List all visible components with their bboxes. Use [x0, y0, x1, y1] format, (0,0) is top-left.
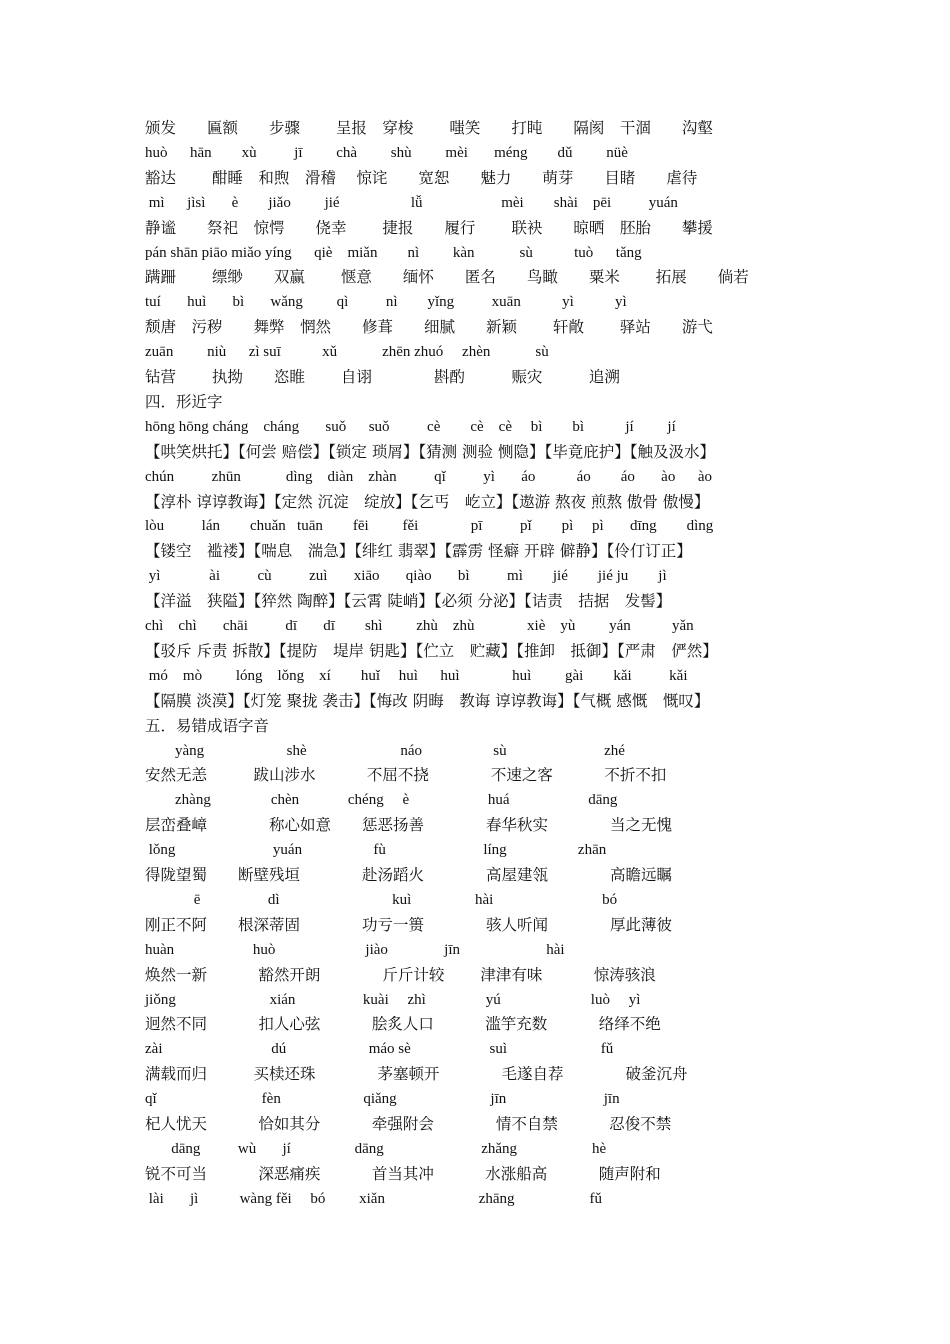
hanzi-line: 【洋溢 狭隘】【猝然 陶醉】【云霄 陡峭】【必须 分泌】【诘责 拮据 发髻】 — [145, 592, 672, 611]
pinyin-line: hōng hōng cháng cháng suǒ suǒ cè cè cè bì bì jí jí — [145, 418, 676, 435]
pinyin-line: zuān niù zì suī xǔ zhēn zhuó zhèn sù — [145, 344, 549, 361]
pinyin-line: qǐ fèn qiǎng jīn jīn — [145, 1091, 620, 1108]
pinyin-line: zhàng chèn chéng è huá dāng — [145, 792, 618, 809]
hanzi-line: 得陇望蜀 断壁残垣 赴汤蹈火 高屋建瓴 高瞻远瞩 — [145, 866, 673, 884]
pinyin-line: chún zhūn dìng diàn zhàn qǐ yì áo áo áo ào ào — [145, 468, 712, 485]
hanzi-line: 【隔膜 淡漠】【灯笼 聚拢 袭击】【悔改 阴晦 教诲 谆谆教诲】【气概 感慨 慨叹】 — [145, 691, 710, 710]
pinyin-line: lòu lán chuǎn tuān fēi fěi pī pǐ pì pì dīng dìng — [145, 518, 714, 535]
pinyin-line: dāng wù jí dāng zhǎng hè — [145, 1140, 607, 1157]
hanzi-line: 刚正不阿 根深蒂固 功亏一篑 骇人听闻 厚此薄彼 — [145, 915, 673, 934]
pinyin-line: jiǒng xián kuài zhì yú luò yì — [145, 991, 641, 1008]
pinyin-line: yì ài cù zuì xiāo qiào bì mì jié jié ju jì — [145, 568, 667, 585]
hanzi-line: 【驳斥 斥责 拆散】【提防 堤岸 钥匙】【伫立 贮藏】【推卸 抵御】【严肃 俨然】 — [145, 641, 718, 660]
hanzi-line: 静谧 祭祀 惊愕 侥幸 捷报 履行 联袂 晾晒 胚胎 攀援 — [145, 218, 713, 237]
hanzi-line: 【淳朴 谆谆教诲】【定然 沉淀 绽放】【乞丐 屹立】【遨游 熬夜 煎熬 傲骨 傲慢】 — [145, 492, 710, 511]
pinyin-line: pán shān piāo miǎo yíng qiè miǎn nì kàn sù tuò tǎng — [145, 244, 642, 261]
hanzi-line: 【镂空 褴褛】【喘息 湍急】【绯红 翡翠】【霹雳 怪癖 开辟 僻静】【伶仃订正】 — [145, 542, 692, 561]
pinyin-line: ē dì kuì hài bó — [145, 891, 618, 908]
hanzi-line: 迥然不同 扣人心弦 脍炙人口 滥竽充数 络绎不绝 — [145, 1015, 661, 1034]
hanzi-line: 满载而归 买椟还珠 茅塞顿开 毛遂自荐 破釜沉舟 — [145, 1065, 688, 1084]
pinyin-line: huò hān xù jī chà shù mèi méng dǔ nüè — [145, 144, 628, 161]
hanzi-line: 颁发 匾额 步骤 呈报 穿梭 嗤笑 打盹 隔阂 干涸 沟壑 — [145, 119, 713, 137]
hanzi-line: 层峦叠嶂 称心如意 惩恶扬善 春华秋实 当之无愧 — [145, 816, 673, 835]
hanzi-line: 焕然一新 豁然开朗 斤斤计较 津津有味 惊涛骇浪 — [145, 965, 656, 984]
pinyin-line: chì chì chāi dī dī shì zhù zhù xiè yù yán yǎn — [145, 618, 694, 634]
pinyin-line: tuí huì bì wǎng qì nì yǐng xuān yì yì — [145, 294, 627, 311]
pinyin-line: lǒng yuán fù líng zhān — [145, 842, 607, 859]
pinyin-line: lài jì wàng fěi bó xiǎn zhāng fǔ — [145, 1190, 603, 1207]
hanzi-line: 颓唐 污秽 舞弊 惘然 修葺 细腻 新颖 轩敞 驿站 游弋 — [145, 318, 713, 337]
hanzi-line: 蹒跚 缥缈 双赢 惬意 缅怀 匿名 鸟瞰 粟米 拓展 倘若 — [145, 268, 749, 287]
section-heading: 五．易错成语字音 — [145, 716, 270, 735]
hanzi-line: 豁达 酣睡 和煦 滑稽 惊诧 宽恕 魅力 萌芽 目睹 虐待 — [145, 168, 698, 187]
hanzi-line: 安然无恙 跋山涉水 不屈不挠 不速之客 不折不扣 — [145, 766, 667, 785]
pinyin-line: mó mò lóng lǒng xí huǐ huì huì huì gài kǎi kǎi — [145, 667, 688, 684]
hanzi-line: 杞人忧天 恰如其分 牵强附会 情不自禁 忍俊不禁 — [145, 1115, 672, 1133]
pinyin-line: yàng shè náo sù zhé — [145, 742, 625, 759]
pinyin-line: huàn huò jiào jīn hài — [145, 941, 565, 958]
hanzi-line: 【哄笑烘托】【何尝 赔偿】【锁定 琐屑】【猜测 测验 恻隐】【毕竟庇护】【触及汲水】 — [145, 442, 715, 461]
pinyin-line: mì jìsì è jiǎo jié lǚ mèi shài pēi yuán — [145, 194, 678, 211]
pinyin-line: zài dú máo sè suì fǔ — [145, 1041, 614, 1058]
hanzi-line: 钻营 执拗 恣睢 自诩 斟酌 赈灾 追溯 — [145, 368, 620, 386]
hanzi-line: 锐不可当 深恶痛疾 首当其冲 水涨船高 随声附和 — [145, 1164, 661, 1183]
section-heading: 四．形近字 — [145, 392, 223, 411]
